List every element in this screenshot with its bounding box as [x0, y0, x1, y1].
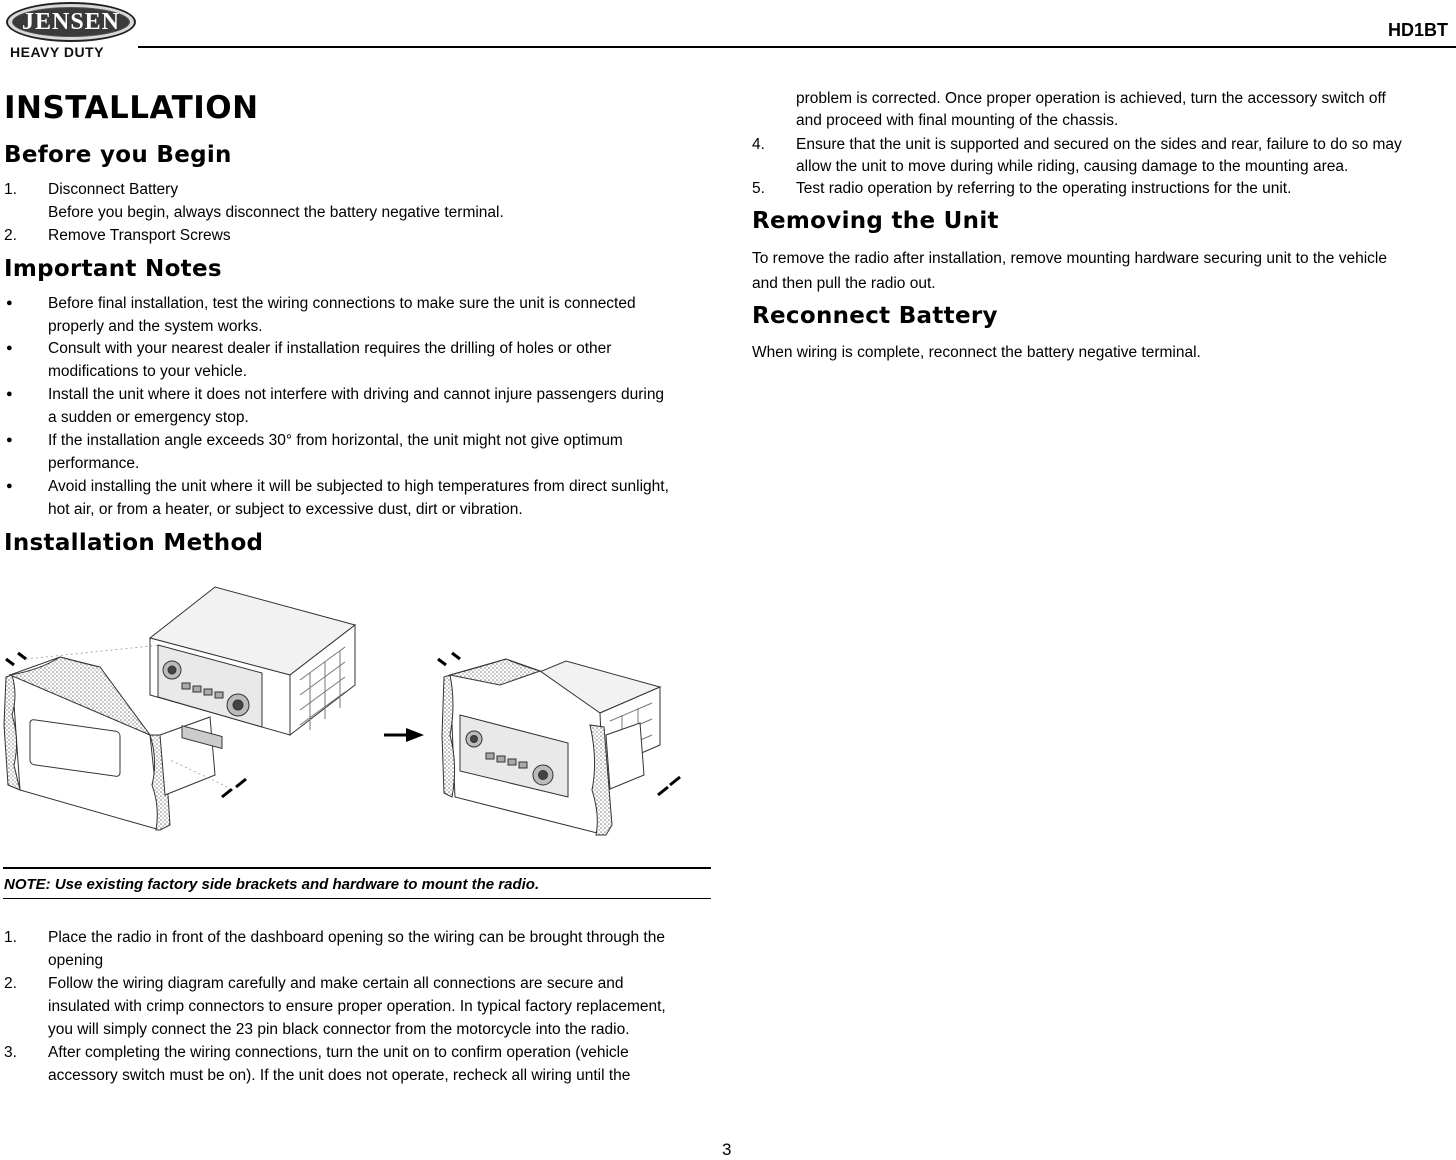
installation-note: NOTE: Use existing factory side brackets and hardware to mount the radio.	[4, 876, 540, 893]
bullet-line: If the installation angle exceeds 30° from horizontal, the unit might not give optimum	[48, 432, 623, 449]
installation-diagram	[0, 575, 712, 845]
logo-wordmark: JENSEN	[21, 9, 121, 35]
step-line: allow the unit to move during while riding, causing damage to the mounting area.	[796, 158, 1349, 175]
step-line: accessory switch must be on). If the unit does not operate, recheck all wiring until the	[48, 1067, 631, 1084]
heading-reconnect-battery: Reconnect Battery	[752, 303, 998, 329]
arrow-icon	[384, 728, 424, 742]
step-number: 4.	[752, 136, 765, 153]
step-line: Place the radio in front of the dashboard opening so the wiring can be brought through the	[48, 929, 665, 946]
bullet-line: properly and the system works.	[48, 318, 263, 335]
model-number: HD1BT	[1387, 20, 1448, 40]
list-text: Disconnect Battery	[48, 181, 179, 198]
header-rule	[138, 46, 1456, 48]
logo-subtitle: HEAVY DUTY	[10, 44, 104, 60]
step-number: 3.	[4, 1044, 17, 1061]
step-item	[4, 1041, 716, 1087]
bullet-dot: ●	[6, 434, 13, 446]
step-item	[752, 177, 1452, 200]
bullet-line: Before final installation, test the wiring connections to make sure the unit is connected	[48, 295, 636, 312]
heading-before-you-begin: Before you Begin	[4, 142, 232, 168]
step-line: After completing the wiring connections, turn the unit on to confirm operation (vehicle	[48, 1044, 629, 1061]
bullet-dot: ●	[6, 388, 13, 400]
radio-chassis-left	[150, 587, 355, 748]
bullet-item	[4, 292, 716, 338]
bullet-line: Install the unit where it does not interfere with driving and cannot injure passengers during	[48, 386, 665, 403]
logo-oval	[6, 2, 136, 42]
bullet-item	[4, 475, 716, 521]
step-line: you will simply connect the 23 pin black connector from the motorcycle into the radio.	[48, 1021, 630, 1038]
bullet-dot: ●	[6, 297, 13, 309]
heading-removing-the-unit: Removing the Unit	[752, 208, 999, 234]
step-item	[4, 926, 716, 972]
step-line: Test radio operation by referring to the operating instructions for the unit.	[796, 180, 1292, 197]
list-text: Remove Transport Screws	[48, 227, 231, 244]
list-number: 2.	[4, 227, 17, 244]
bullet-dot: ●	[6, 342, 13, 354]
reconnect-text: When wiring is complete, reconnect the battery negative terminal.	[752, 344, 1201, 361]
bullet-line: performance.	[48, 455, 140, 472]
removing-text-line-2: and then pull the radio out.	[752, 275, 936, 292]
list-item	[4, 201, 704, 224]
list-number: 1.	[4, 181, 17, 198]
step-line: Follow the wiring diagram carefully and make certain all connections are secure and	[48, 975, 624, 992]
bullet-line: hot air, or from a heater, or subject to excessive dust, dirt or vibration.	[48, 501, 523, 518]
step-item	[4, 972, 716, 1041]
heading-important-notes: Important Notes	[4, 256, 222, 282]
bullet-dot: ●	[6, 480, 13, 492]
list-item	[4, 178, 704, 201]
step-number: 1.	[4, 929, 17, 946]
note-rule-bottom	[3, 898, 711, 899]
bullet-line: modifications to your vehicle.	[48, 363, 248, 380]
step-number: 2.	[4, 975, 17, 992]
step-item	[752, 87, 1452, 133]
list-text: Before you begin, always disconnect the battery negative terminal.	[48, 204, 504, 221]
bullet-item	[4, 337, 716, 383]
bullet-line: Consult with your nearest dealer if installation requires the drilling of holes or other	[48, 340, 612, 357]
step-item	[752, 133, 1452, 179]
step-line: problem is corrected. Once proper operation is achieved, turn the accessory switch off	[796, 90, 1386, 107]
bullet-item	[4, 429, 716, 475]
step-line: and proceed with final mounting of the chassis.	[796, 112, 1119, 129]
note-rule-top	[3, 867, 711, 869]
step-line: insulated with crimp connectors to ensure proper operation. In typical factory replacement,	[48, 998, 666, 1015]
heading-installation-method: Installation Method	[4, 530, 264, 556]
list-item	[4, 224, 704, 247]
page-title: INSTALLATION	[4, 90, 259, 126]
removing-text-line-1: To remove the radio after installation, remove mounting hardware securing unit to the vehicle	[752, 250, 1387, 267]
assembled-radio-right	[442, 659, 660, 835]
bullet-line: a sudden or emergency stop.	[48, 409, 249, 426]
step-line: Ensure that the unit is supported and secured on the sides and rear, failure to do so may	[796, 136, 1402, 153]
jensen-logo	[4, 2, 138, 62]
step-number: 5.	[752, 180, 765, 197]
bullet-line: Avoid installing the unit where it will be subjected to high temperatures from direct sunlight,	[48, 478, 669, 495]
bullet-item	[4, 383, 716, 429]
page-number: 3	[722, 1140, 732, 1159]
step-line: opening	[48, 952, 104, 969]
